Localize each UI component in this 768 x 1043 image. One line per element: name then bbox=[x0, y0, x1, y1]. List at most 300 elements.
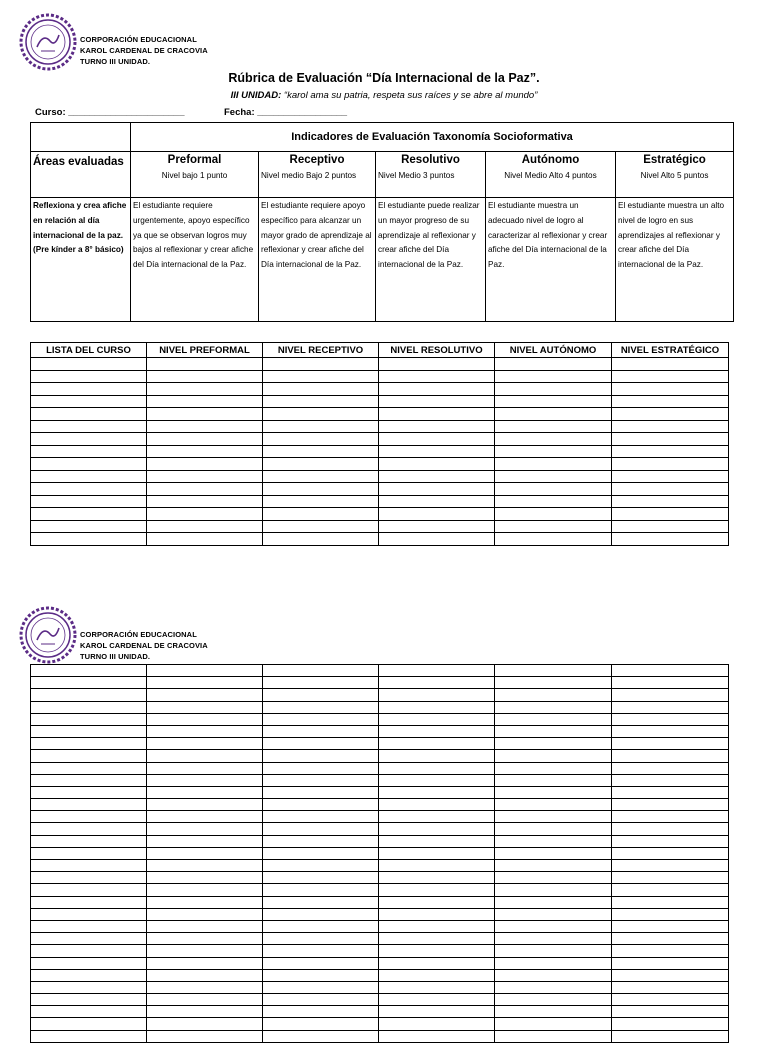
course-list-page2-cell bbox=[263, 665, 379, 677]
course-list-cell bbox=[495, 420, 612, 433]
descriptor-receptivo: El estudiante requiere apoyo específico para alcanzar un mayor grado de aprendizaje al reflexionar y crear afiche del Día internacional de la Paz. bbox=[259, 198, 376, 322]
level-estrategico-name: Estratégico bbox=[643, 154, 706, 166]
table-row bbox=[31, 957, 729, 969]
course-list-page2-cell bbox=[263, 933, 379, 945]
course-list-cell bbox=[495, 445, 612, 458]
course-list-table-page2 bbox=[30, 664, 729, 1043]
course-list-cell bbox=[612, 358, 729, 371]
course-list-cell bbox=[379, 520, 495, 533]
course-list-cell bbox=[495, 370, 612, 383]
course-list-cell bbox=[263, 370, 379, 383]
course-list-page2-cell bbox=[379, 762, 495, 774]
course-list-page2-cell bbox=[263, 969, 379, 981]
document-title: Rúbrica de Evaluación “Día Internacional de la Paz”. bbox=[228, 71, 540, 85]
course-list-cell bbox=[263, 408, 379, 421]
course-list-page2-cell bbox=[31, 713, 147, 725]
course-list-cell bbox=[147, 445, 263, 458]
course-list-page2-cell bbox=[147, 811, 263, 823]
course-list-page2-cell bbox=[31, 945, 147, 957]
table-row bbox=[31, 994, 729, 1006]
areas-header: Áreas evaluadas bbox=[33, 156, 124, 168]
course-list-page2-cell bbox=[495, 774, 612, 786]
org-line-3: TURNO III UNIDAD. bbox=[80, 652, 151, 661]
course-list-page2-cell bbox=[263, 896, 379, 908]
course-list-cell bbox=[495, 433, 612, 446]
course-list-cell bbox=[379, 358, 495, 371]
table-row bbox=[31, 738, 729, 750]
course-list-cell bbox=[612, 408, 729, 421]
course-list-page2-cell bbox=[31, 896, 147, 908]
course-list-cell bbox=[495, 383, 612, 396]
course-list-cell bbox=[495, 358, 612, 371]
course-list-cell bbox=[263, 508, 379, 521]
course-list-page2-cell bbox=[495, 1018, 612, 1030]
org-line-1: CORPORACIÓN EDUCACIONAL bbox=[80, 630, 197, 639]
table-row bbox=[31, 835, 729, 847]
course-list-page2-cell bbox=[263, 750, 379, 762]
course-list-page2-cell bbox=[495, 1006, 612, 1018]
course-list-cell bbox=[495, 495, 612, 508]
col-header-lista: LISTA DEL CURSO bbox=[31, 343, 147, 358]
course-list-page2-cell bbox=[31, 884, 147, 896]
course-list-page2-cell bbox=[263, 689, 379, 701]
course-list-cell bbox=[612, 445, 729, 458]
table-row bbox=[31, 945, 729, 957]
table-row bbox=[31, 483, 729, 496]
course-list-page2-cell bbox=[612, 884, 729, 896]
table-row bbox=[31, 920, 729, 932]
course-list-page2-cell bbox=[31, 981, 147, 993]
course-list-cell bbox=[379, 458, 495, 471]
org-line-3: TURNO III UNIDAD. bbox=[80, 57, 151, 66]
course-list-page2-cell bbox=[379, 725, 495, 737]
course-list-cell bbox=[147, 358, 263, 371]
course-list-cell bbox=[495, 483, 612, 496]
course-list-cell bbox=[379, 420, 495, 433]
course-list-page2-cell bbox=[379, 774, 495, 786]
course-list-cell bbox=[31, 533, 147, 546]
course-list-page2-cell bbox=[495, 762, 612, 774]
unit-subtitle bbox=[0, 90, 768, 101]
level-autonomo-name: Autónomo bbox=[521, 154, 580, 166]
course-list-page2-cell bbox=[31, 835, 147, 847]
table-row bbox=[31, 665, 729, 677]
course-list-page2-cell bbox=[612, 860, 729, 872]
course-list-page2-cell bbox=[379, 847, 495, 859]
table-row bbox=[31, 533, 729, 546]
course-list-page2-cell bbox=[31, 701, 147, 713]
course-list-page2-cell bbox=[612, 774, 729, 786]
course-list-page2-cell bbox=[263, 762, 379, 774]
course-list-page2-cell bbox=[379, 799, 495, 811]
table-row bbox=[31, 750, 729, 762]
course-list-page2-cell bbox=[379, 701, 495, 713]
course-list-page2-cell bbox=[495, 725, 612, 737]
table-row bbox=[31, 872, 729, 884]
table-row bbox=[31, 470, 729, 483]
course-list-page2-cell bbox=[147, 981, 263, 993]
course-list-page2-cell bbox=[31, 1006, 147, 1018]
course-list-page2-cell bbox=[263, 774, 379, 786]
course-list-page2-cell bbox=[612, 738, 729, 750]
course-list-page2-cell bbox=[31, 823, 147, 835]
course-list-page2-cell bbox=[379, 713, 495, 725]
course-list-page2-cell bbox=[379, 933, 495, 945]
course-list-page2-cell bbox=[379, 920, 495, 932]
course-list-cell bbox=[263, 470, 379, 483]
course-list-page2-cell bbox=[147, 1018, 263, 1030]
course-list-cell bbox=[31, 433, 147, 446]
course-list-page2-cell bbox=[31, 957, 147, 969]
course-list-page2-cell bbox=[263, 920, 379, 932]
course-list-page2-cell bbox=[147, 774, 263, 786]
course-list-page2-cell bbox=[612, 786, 729, 798]
course-list-page2-cell bbox=[147, 994, 263, 1006]
course-list-page2-cell bbox=[31, 920, 147, 932]
table-row bbox=[31, 689, 729, 701]
course-list-page2-cell bbox=[31, 811, 147, 823]
course-list-page2-cell bbox=[263, 957, 379, 969]
course-list-page2-cell bbox=[612, 1030, 729, 1042]
course-list-page2-cell bbox=[495, 945, 612, 957]
course-list-page2-cell bbox=[263, 847, 379, 859]
course-list-cell bbox=[147, 383, 263, 396]
col-header-estrategico: NIVEL ESTRATÉGICO bbox=[612, 343, 729, 358]
course-list-page2-cell bbox=[147, 677, 263, 689]
col-header-receptivo: NIVEL RECEPTIVO bbox=[263, 343, 379, 358]
level-receptivo-cell bbox=[259, 152, 376, 198]
course-list-page2-cell bbox=[612, 811, 729, 823]
course-list-cell bbox=[612, 420, 729, 433]
org-line-1: CORPORACIÓN EDUCACIONAL bbox=[80, 35, 197, 44]
school-logo bbox=[19, 13, 77, 76]
indicators-header: Indicadores de Evaluación Taxonomía Socioformativa bbox=[131, 123, 734, 152]
course-list-cell bbox=[379, 533, 495, 546]
course-list-page2-cell bbox=[495, 1030, 612, 1042]
course-list-page2-cell bbox=[495, 920, 612, 932]
course-list-page2-cell bbox=[612, 750, 729, 762]
course-list-page2-cell bbox=[379, 908, 495, 920]
course-list-page2-cell bbox=[495, 957, 612, 969]
unit-label: III UNIDAD: bbox=[230, 90, 282, 101]
course-list-page2-cell bbox=[495, 701, 612, 713]
course-list-page2-cell bbox=[379, 750, 495, 762]
course-list-page2-cell bbox=[612, 920, 729, 932]
course-list-cell bbox=[147, 533, 263, 546]
course-list-page2-cell bbox=[379, 835, 495, 847]
course-list-page2-cell bbox=[612, 701, 729, 713]
course-list-page2-cell bbox=[379, 945, 495, 957]
table-row bbox=[31, 811, 729, 823]
course-list-cell bbox=[147, 408, 263, 421]
table-row bbox=[31, 981, 729, 993]
course-list-page2-cell bbox=[147, 957, 263, 969]
course-list-page2-cell bbox=[263, 811, 379, 823]
course-list-page2-cell bbox=[263, 908, 379, 920]
course-list-page2-cell bbox=[379, 957, 495, 969]
course-list-cell bbox=[612, 508, 729, 521]
areas-header-cell bbox=[31, 152, 131, 198]
course-list-cell bbox=[612, 395, 729, 408]
course-list-page2-cell bbox=[612, 945, 729, 957]
descriptor-preformal: El estudiante requiere urgentemente, apoyo específico ya que se observan logros muy bajos al reflexionar y crear afiche del Día internacional de la Paz. bbox=[131, 198, 259, 322]
course-list-page2-cell bbox=[612, 835, 729, 847]
rubric-corner-cell bbox=[31, 123, 131, 152]
course-list-cell bbox=[612, 383, 729, 396]
course-list-page2-cell bbox=[612, 994, 729, 1006]
course-list-page2-cell bbox=[495, 811, 612, 823]
col-header-resolutivo: NIVEL RESOLUTIVO bbox=[379, 343, 495, 358]
level-preformal-name: Preformal bbox=[167, 154, 222, 166]
course-list-cell bbox=[263, 358, 379, 371]
descriptor-estrategico: El estudiante muestra un alto nivel de logro en sus aprendizajes al reflexionar y crear afiche del Día internacional de la Paz. bbox=[616, 198, 734, 322]
course-list-page2-cell bbox=[263, 1018, 379, 1030]
course-list-page2-cell bbox=[495, 750, 612, 762]
curso-field: Curso: ______________________ bbox=[35, 107, 185, 118]
table-row bbox=[31, 408, 729, 421]
course-list-page2-cell bbox=[495, 847, 612, 859]
course-list-page2-cell bbox=[379, 1006, 495, 1018]
course-list-page2-cell bbox=[612, 981, 729, 993]
course-list-page2-cell bbox=[495, 786, 612, 798]
unit-motto: “karol ama su patria, respeta sus raíces y se abre al mundo” bbox=[281, 90, 538, 101]
course-list-cell bbox=[31, 395, 147, 408]
table-row bbox=[31, 799, 729, 811]
course-list-page2-cell bbox=[495, 872, 612, 884]
table-row bbox=[31, 823, 729, 835]
course-list-cell bbox=[612, 483, 729, 496]
course-list-page2-cell bbox=[147, 1030, 263, 1042]
course-list-page2-cell bbox=[379, 677, 495, 689]
course-list-page2-cell bbox=[31, 786, 147, 798]
course-list-cell bbox=[31, 483, 147, 496]
course-list-page2-cell bbox=[31, 677, 147, 689]
course-list-page2-cell bbox=[612, 713, 729, 725]
col-header-preformal: NIVEL PREFORMAL bbox=[147, 343, 263, 358]
course-list-page2-cell bbox=[31, 1018, 147, 1030]
course-list-page2-cell bbox=[612, 872, 729, 884]
course-list-page2-cell bbox=[495, 738, 612, 750]
level-autonomo-points: Nivel Medio Alto 4 puntos bbox=[504, 170, 597, 180]
course-list-page2-cell bbox=[147, 701, 263, 713]
descriptor-autonomo: El estudiante muestra un adecuado nivel de logro al caracterizar al reflexionar y crear afiche del Día internacional de la Paz. bbox=[486, 198, 616, 322]
course-list-page2-cell bbox=[31, 725, 147, 737]
course-list-page2-cell bbox=[147, 725, 263, 737]
course-list-cell bbox=[31, 470, 147, 483]
course-list-cell bbox=[147, 433, 263, 446]
table-row bbox=[31, 458, 729, 471]
table-row bbox=[31, 677, 729, 689]
course-list-page2-cell bbox=[612, 799, 729, 811]
course-list-cell bbox=[495, 520, 612, 533]
course-list-page2-cell bbox=[379, 1018, 495, 1030]
course-list-cell bbox=[495, 533, 612, 546]
course-list-cell bbox=[612, 370, 729, 383]
course-list-page2-cell bbox=[31, 774, 147, 786]
course-list-page2-cell bbox=[495, 677, 612, 689]
course-list-page2-cell bbox=[147, 847, 263, 859]
table-row bbox=[31, 1006, 729, 1018]
course-list-page2-cell bbox=[495, 969, 612, 981]
course-list-cell bbox=[147, 420, 263, 433]
course-list-page2-cell bbox=[263, 981, 379, 993]
course-list-page2-cell bbox=[147, 823, 263, 835]
org-name-block-page2 bbox=[80, 629, 208, 662]
course-list-page2-cell bbox=[379, 738, 495, 750]
course-list-page2-cell bbox=[31, 847, 147, 859]
course-list-page2-cell bbox=[263, 799, 379, 811]
course-list-page2-cell bbox=[263, 701, 379, 713]
course-list-page2-cell bbox=[147, 908, 263, 920]
course-list-cell bbox=[147, 370, 263, 383]
table-row bbox=[31, 701, 729, 713]
course-list-cell bbox=[263, 533, 379, 546]
course-list-page2-cell bbox=[263, 945, 379, 957]
course-list-cell bbox=[612, 458, 729, 471]
course-list-cell bbox=[379, 383, 495, 396]
course-list-page2-cell bbox=[263, 835, 379, 847]
org-name-block bbox=[80, 34, 208, 67]
course-list-cell bbox=[612, 433, 729, 446]
table-row bbox=[31, 908, 729, 920]
course-list-page2-cell bbox=[495, 884, 612, 896]
course-list-page2-cell bbox=[31, 750, 147, 762]
course-list-cell bbox=[263, 445, 379, 458]
table-row bbox=[31, 1018, 729, 1030]
course-list-cell bbox=[147, 470, 263, 483]
course-list-page2-cell bbox=[495, 908, 612, 920]
course-list-page2-cell bbox=[31, 738, 147, 750]
course-list-page2-cell bbox=[31, 969, 147, 981]
course-list-page2-cell bbox=[147, 896, 263, 908]
course-list-page2-cell bbox=[495, 933, 612, 945]
course-list-page2-cell bbox=[263, 1006, 379, 1018]
course-list-cell bbox=[612, 470, 729, 483]
course-list-cell bbox=[147, 495, 263, 508]
course-list-page2-cell bbox=[612, 1018, 729, 1030]
course-list-page2-cell bbox=[147, 799, 263, 811]
course-list-page2-cell bbox=[379, 994, 495, 1006]
course-list-cell bbox=[31, 383, 147, 396]
table-row bbox=[31, 433, 729, 446]
table-row bbox=[31, 725, 729, 737]
course-list-cell bbox=[31, 370, 147, 383]
course-list-page2-cell bbox=[379, 884, 495, 896]
course-list-page2-cell bbox=[612, 969, 729, 981]
table-row bbox=[31, 933, 729, 945]
table-row bbox=[31, 358, 729, 371]
course-list-cell bbox=[31, 458, 147, 471]
course-list-page2-cell bbox=[379, 896, 495, 908]
course-list-cell bbox=[612, 495, 729, 508]
course-list-cell bbox=[147, 508, 263, 521]
table-row bbox=[31, 713, 729, 725]
course-list-page2-cell bbox=[612, 677, 729, 689]
area-description: Reflexiona y crea afiche en relación al día internacional de la paz. bbox=[33, 201, 127, 240]
level-estrategico-cell bbox=[616, 152, 734, 198]
area-description-cell bbox=[31, 198, 131, 322]
course-list-cell bbox=[263, 495, 379, 508]
course-list-page2-cell bbox=[147, 969, 263, 981]
course-list-cell bbox=[263, 520, 379, 533]
course-list-page2-cell bbox=[379, 969, 495, 981]
course-list-page2-cell bbox=[612, 689, 729, 701]
course-list-page2-cell bbox=[379, 786, 495, 798]
table-row bbox=[31, 1030, 729, 1042]
course-list-page2-cell bbox=[31, 799, 147, 811]
course-list-cell bbox=[379, 470, 495, 483]
level-autonomo-cell bbox=[486, 152, 616, 198]
course-list-page2-cell bbox=[31, 1030, 147, 1042]
table-row bbox=[31, 762, 729, 774]
course-list-page2-cell bbox=[147, 762, 263, 774]
table-row bbox=[31, 445, 729, 458]
course-list-cell bbox=[147, 520, 263, 533]
course-list-page2-cell bbox=[495, 860, 612, 872]
course-list-cell bbox=[147, 458, 263, 471]
course-list-page2-cell bbox=[147, 738, 263, 750]
course-list-page2-cell bbox=[147, 750, 263, 762]
course-list-page2-cell bbox=[31, 908, 147, 920]
course-list-cell bbox=[495, 458, 612, 471]
table-row bbox=[31, 786, 729, 798]
level-preformal-cell bbox=[131, 152, 259, 198]
course-list-page2-cell bbox=[612, 847, 729, 859]
table-row bbox=[31, 495, 729, 508]
course-list-cell bbox=[263, 395, 379, 408]
course-list-cell bbox=[263, 420, 379, 433]
course-list-cell bbox=[147, 395, 263, 408]
course-list-page2-cell bbox=[263, 994, 379, 1006]
course-list-cell bbox=[31, 520, 147, 533]
course-list-page2-cell bbox=[612, 665, 729, 677]
level-resolutivo-name: Resolutivo bbox=[401, 154, 460, 166]
course-list-page2-cell bbox=[147, 933, 263, 945]
course-list-page2-cell bbox=[147, 872, 263, 884]
course-list-page2-cell bbox=[147, 884, 263, 896]
course-list-page2-cell bbox=[263, 725, 379, 737]
course-list-page2-cell bbox=[379, 872, 495, 884]
table-row bbox=[31, 370, 729, 383]
course-list-cell bbox=[263, 433, 379, 446]
course-list-page2-cell bbox=[147, 665, 263, 677]
course-list-page2-cell bbox=[495, 689, 612, 701]
course-list-cell bbox=[379, 508, 495, 521]
course-list-page2-cell bbox=[379, 981, 495, 993]
course-list-page2-cell bbox=[31, 762, 147, 774]
course-list-page2-cell bbox=[263, 860, 379, 872]
course-list-page2-cell bbox=[379, 665, 495, 677]
course-list-page2-cell bbox=[495, 835, 612, 847]
course-list-page2-cell bbox=[495, 665, 612, 677]
course-list-cell bbox=[31, 358, 147, 371]
course-list-page2-cell bbox=[147, 1006, 263, 1018]
course-list-page2-cell bbox=[263, 713, 379, 725]
table-row bbox=[31, 508, 729, 521]
course-list-page2-cell bbox=[31, 689, 147, 701]
course-list-page2-cell bbox=[379, 1030, 495, 1042]
org-line-2: KAROL CARDENAL DE CRACOVIA bbox=[80, 46, 208, 55]
course-list-page2-cell bbox=[263, 1030, 379, 1042]
course-list-page2-cell bbox=[379, 823, 495, 835]
course-list-page2-cell bbox=[495, 994, 612, 1006]
org-line-2: KAROL CARDENAL DE CRACOVIA bbox=[80, 641, 208, 650]
course-list-page2-cell bbox=[495, 981, 612, 993]
course-list-page2-cell bbox=[31, 933, 147, 945]
school-logo-page2 bbox=[19, 606, 77, 669]
course-list-cell bbox=[495, 408, 612, 421]
col-header-autonomo: NIVEL AUTÓNOMO bbox=[495, 343, 612, 358]
